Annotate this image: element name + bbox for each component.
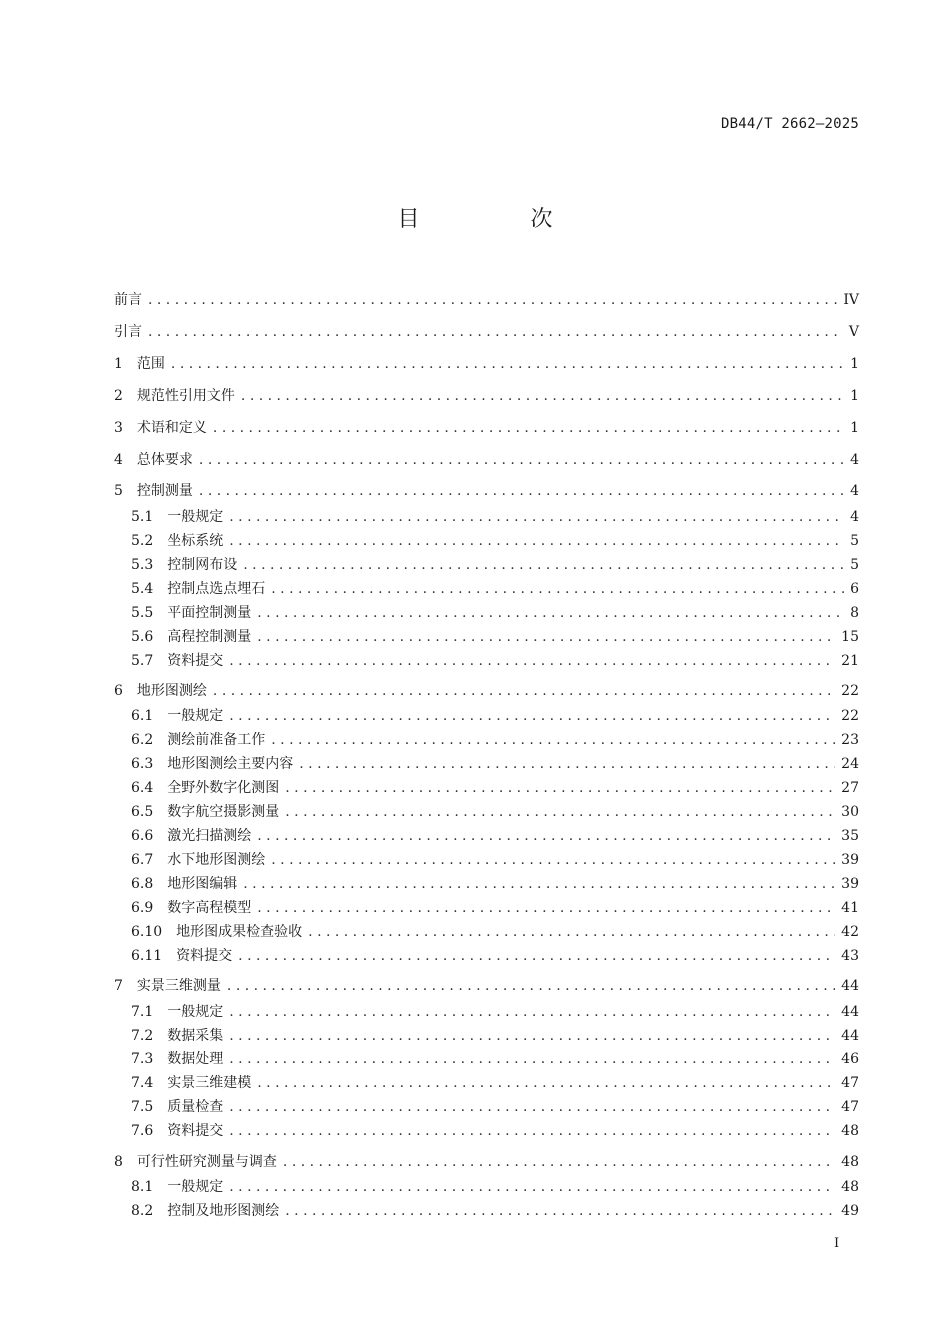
- toc-entry-label: 数据处理: [167, 1051, 224, 1067]
- toc-entry-label: 资料提交: [176, 948, 233, 964]
- toc-entry-number: 5.6: [131, 629, 154, 645]
- toc-entry-page: 35: [841, 828, 859, 844]
- toc-entry[interactable]: [114, 450, 859, 470]
- toc-entry[interactable]: [131, 1097, 859, 1117]
- toc-entry[interactable]: [131, 1049, 859, 1069]
- toc-entry-label: 数据采集: [167, 1028, 224, 1044]
- toc-entry-page: 4: [850, 452, 859, 468]
- toc-dot-leader: [148, 290, 837, 310]
- toc-entry[interactable]: [131, 946, 859, 966]
- toc-dot-leader: [199, 481, 844, 501]
- toc-entry-label: 规范性引用文件: [136, 388, 235, 404]
- toc-entry-page: 4: [850, 509, 859, 525]
- toc-entry[interactable]: [131, 778, 859, 798]
- toc-entry-number: 5.4: [131, 581, 154, 597]
- toc-entry-number: 2: [114, 388, 123, 404]
- toc-dot-leader: [257, 826, 835, 846]
- toc-entry[interactable]: [114, 290, 859, 310]
- toc-entry-number: 7.5: [131, 1099, 154, 1115]
- toc-entry-page: 30: [841, 804, 859, 820]
- toc-entry[interactable]: [114, 481, 859, 501]
- toc-entry-page: 44: [841, 1004, 859, 1020]
- toc-entry-label: 范围: [136, 356, 165, 372]
- toc-dot-leader: [171, 354, 844, 374]
- toc-entry-label: 可行性研究测量与调查: [136, 1154, 277, 1170]
- toc-entry[interactable]: [131, 730, 859, 750]
- toc-entry[interactable]: [131, 507, 859, 527]
- toc-entry[interactable]: [131, 1073, 859, 1093]
- toc-entry[interactable]: [114, 386, 859, 406]
- toc-entry-number: 6.4: [131, 780, 154, 796]
- toc-entry-number: 7.2: [131, 1028, 154, 1044]
- toc-entry-number: 6.8: [131, 876, 154, 892]
- toc-entry[interactable]: [131, 874, 859, 894]
- toc-entry-page: 39: [841, 852, 859, 868]
- toc-entry-label: 水下地形图测绘: [167, 852, 266, 868]
- toc-entry-label: 测绘前准备工作: [167, 732, 266, 748]
- document-code: DB44/T 2662—2025: [720, 116, 859, 132]
- toc-entry-number: 7.1: [131, 1004, 154, 1020]
- toc-entry[interactable]: [131, 922, 859, 942]
- toc-entry[interactable]: [131, 850, 859, 870]
- toc-entry-label: 高程控制测量: [167, 629, 252, 645]
- toc-dot-leader: [308, 922, 835, 942]
- toc-entry-number: 6.6: [131, 828, 154, 844]
- toc-entry-page: 39: [841, 876, 859, 892]
- toc-entry-label: 平面控制测量: [167, 605, 252, 621]
- toc-dot-leader: [285, 802, 835, 822]
- toc-entry-label: 地形图编辑: [167, 876, 238, 892]
- toc-entry-number: 5.2: [131, 533, 154, 549]
- toc-entry-label: 质量检查: [167, 1099, 224, 1115]
- toc-dot-leader: [213, 681, 835, 701]
- toc-entry[interactable]: [131, 627, 859, 647]
- toc-entry-page: 47: [841, 1099, 859, 1115]
- toc-entry-number: 6.5: [131, 804, 154, 820]
- toc-entry-page: 41: [841, 900, 859, 916]
- toc-entry-page: 21: [841, 653, 859, 669]
- toc-dot-leader: [229, 1049, 835, 1069]
- toc-entry-number: 7.4: [131, 1075, 154, 1091]
- toc-dot-leader: [271, 579, 844, 599]
- toc-entry-number: 6.9: [131, 900, 154, 916]
- toc-entry-label: 一般规定: [167, 509, 224, 525]
- toc-entry-number: 8: [114, 1154, 123, 1170]
- toc-entry-number: 5.5: [131, 605, 154, 621]
- toc-entry-page: 24: [841, 756, 859, 772]
- toc-dot-leader: [257, 1073, 835, 1093]
- toc-entry-number: 6: [114, 683, 123, 699]
- toc-dot-leader: [229, 507, 844, 527]
- toc-entry-label: 术语和定义: [136, 420, 207, 436]
- toc-dot-leader: [285, 1201, 835, 1221]
- toc-entry-label: 控制网布设: [167, 557, 238, 573]
- toc-entry-number: 4: [114, 452, 123, 468]
- toc-dot-leader: [243, 874, 835, 894]
- toc-dot-leader: [299, 754, 835, 774]
- toc-title: 目 次: [397, 207, 605, 232]
- toc-entry-page: 5: [850, 533, 859, 549]
- toc-entry[interactable]: [114, 418, 859, 438]
- toc-entry-label: 控制及地形图测绘: [167, 1203, 280, 1219]
- toc-dot-leader: [229, 1177, 835, 1197]
- toc-entry[interactable]: [131, 579, 859, 599]
- toc-entry-label: 地形图测绘: [136, 683, 207, 699]
- toc-entry-page: 23: [841, 732, 859, 748]
- toc-entry-page: 48: [841, 1154, 859, 1170]
- toc-entry[interactable]: [131, 1201, 859, 1221]
- toc-entry-page: 15: [841, 629, 859, 645]
- toc-entry-number: 7.6: [131, 1123, 154, 1139]
- toc-entry-number: 5.3: [131, 557, 154, 573]
- toc-entry-page: V: [848, 324, 859, 340]
- toc-dot-leader: [257, 898, 835, 918]
- toc-entry-label: 总体要求: [136, 452, 193, 468]
- toc-entry-number: 8.1: [131, 1179, 154, 1195]
- toc-entry-number: 6.1: [131, 708, 154, 724]
- toc-dot-leader: [229, 1121, 835, 1141]
- toc-entry-number: 5: [114, 483, 123, 499]
- toc-dot-leader: [199, 450, 844, 470]
- toc-entry-label: 一般规定: [167, 1004, 224, 1020]
- toc-entry[interactable]: [131, 898, 859, 918]
- toc-entry[interactable]: [131, 754, 859, 774]
- toc-dot-leader: [243, 555, 844, 575]
- toc-entry-label: 实景三维建模: [167, 1075, 252, 1091]
- toc-entry-number: 6.11: [131, 948, 163, 964]
- toc-entry-page: 42: [841, 924, 859, 940]
- toc-entry-number: 3: [114, 420, 123, 436]
- toc-entry-label: 一般规定: [167, 708, 224, 724]
- toc-entry-number: 6.2: [131, 732, 154, 748]
- toc-entry-number: 8.2: [131, 1203, 154, 1219]
- toc-entry[interactable]: [114, 1152, 859, 1172]
- toc-dot-leader: [229, 531, 844, 551]
- toc-entry-label: 地形图测绘主要内容: [167, 756, 294, 772]
- toc-dot-leader: [271, 850, 835, 870]
- toc-entry-label: 控制测量: [136, 483, 193, 499]
- toc-entry-page: 48: [841, 1179, 859, 1195]
- toc-entry[interactable]: [131, 555, 859, 575]
- toc-entry-page: 47: [841, 1075, 859, 1091]
- toc-entry-page: 5: [850, 557, 859, 573]
- toc-entry-label: 资料提交: [167, 1123, 224, 1139]
- toc-entry[interactable]: [114, 681, 859, 701]
- toc-dot-leader: [285, 778, 835, 798]
- toc-dot-leader: [257, 603, 844, 623]
- toc-entry-number: 7: [114, 978, 123, 994]
- toc-entry-number: 5.7: [131, 653, 154, 669]
- toc-entry-label: 地形图成果检查验收: [176, 924, 303, 940]
- toc-entry[interactable]: [131, 1002, 859, 1022]
- toc-entry[interactable]: [114, 354, 859, 374]
- toc-dot-leader: [271, 730, 835, 750]
- toc-entry[interactable]: [131, 603, 859, 623]
- toc-entry-label: 实景三维测量: [136, 978, 221, 994]
- toc-entry-label: 数字航空摄影测量: [167, 804, 280, 820]
- toc-entry-page: 43: [841, 948, 859, 964]
- toc-dot-leader: [213, 418, 844, 438]
- toc-entry-label: 控制点选点埋石: [167, 581, 266, 597]
- toc-entry-label: 资料提交: [167, 653, 224, 669]
- toc-entry-page: 44: [841, 1028, 859, 1044]
- toc-entry-label: 一般规定: [167, 1179, 224, 1195]
- toc-entry-label: 数字高程模型: [167, 900, 252, 916]
- toc-entry-label: 全野外数字化测图: [167, 780, 280, 796]
- toc-entry-label: 前言: [114, 292, 142, 308]
- toc-dot-leader: [238, 946, 835, 966]
- toc-entry[interactable]: [131, 826, 859, 846]
- toc-entry[interactable]: [114, 976, 859, 996]
- toc-entry-page: 1: [850, 388, 859, 404]
- toc-entry-page: 22: [841, 683, 859, 699]
- toc-entry-page: 22: [841, 708, 859, 724]
- toc-entry-page: IV: [843, 292, 859, 308]
- toc-dot-leader: [229, 706, 835, 726]
- toc-entry-page: 49: [841, 1203, 859, 1219]
- toc-entry[interactable]: [131, 706, 859, 726]
- toc-entry[interactable]: [114, 322, 859, 342]
- toc-dot-leader: [229, 1026, 835, 1046]
- toc-entry-number: 5.1: [131, 509, 154, 525]
- toc-entry[interactable]: [131, 802, 859, 822]
- toc-entry-page: 6: [850, 581, 859, 597]
- toc-dot-leader: [229, 1097, 835, 1117]
- toc-entry[interactable]: [131, 1177, 859, 1197]
- toc-entry-page: 46: [841, 1051, 859, 1067]
- toc-entry-label: 激光扫描测绘: [167, 828, 252, 844]
- toc-entry-page: 48: [841, 1123, 859, 1139]
- toc-entry[interactable]: [131, 1121, 859, 1141]
- toc-dot-leader: [227, 976, 835, 996]
- toc-entry-number: 7.3: [131, 1051, 154, 1067]
- toc-entry[interactable]: [131, 651, 859, 671]
- toc-entry-page: 1: [850, 356, 859, 372]
- toc-entry-label: 引言: [114, 324, 142, 340]
- toc-dot-leader: [241, 386, 844, 406]
- toc-entry-page: 44: [841, 978, 859, 994]
- toc-entry-number: 6.3: [131, 756, 154, 772]
- toc-dot-leader: [229, 1002, 835, 1022]
- toc-entry-page: 1: [850, 420, 859, 436]
- toc-dot-leader: [257, 627, 835, 647]
- toc-dot-leader: [148, 322, 843, 342]
- toc-entry[interactable]: [131, 531, 859, 551]
- toc-entry-number: 1: [114, 356, 123, 372]
- toc-entry[interactable]: [131, 1026, 859, 1046]
- toc-entry-page: 27: [841, 780, 859, 796]
- page-number: I: [834, 1236, 840, 1251]
- toc-entry-label: 坐标系统: [167, 533, 224, 549]
- toc-entry-number: 6.10: [131, 924, 163, 940]
- toc-dot-leader: [229, 651, 835, 671]
- toc-dot-leader: [283, 1152, 835, 1172]
- toc-entry-number: 6.7: [131, 852, 154, 868]
- toc-entry-page: 8: [850, 605, 859, 621]
- toc-entry-page: 4: [850, 483, 859, 499]
